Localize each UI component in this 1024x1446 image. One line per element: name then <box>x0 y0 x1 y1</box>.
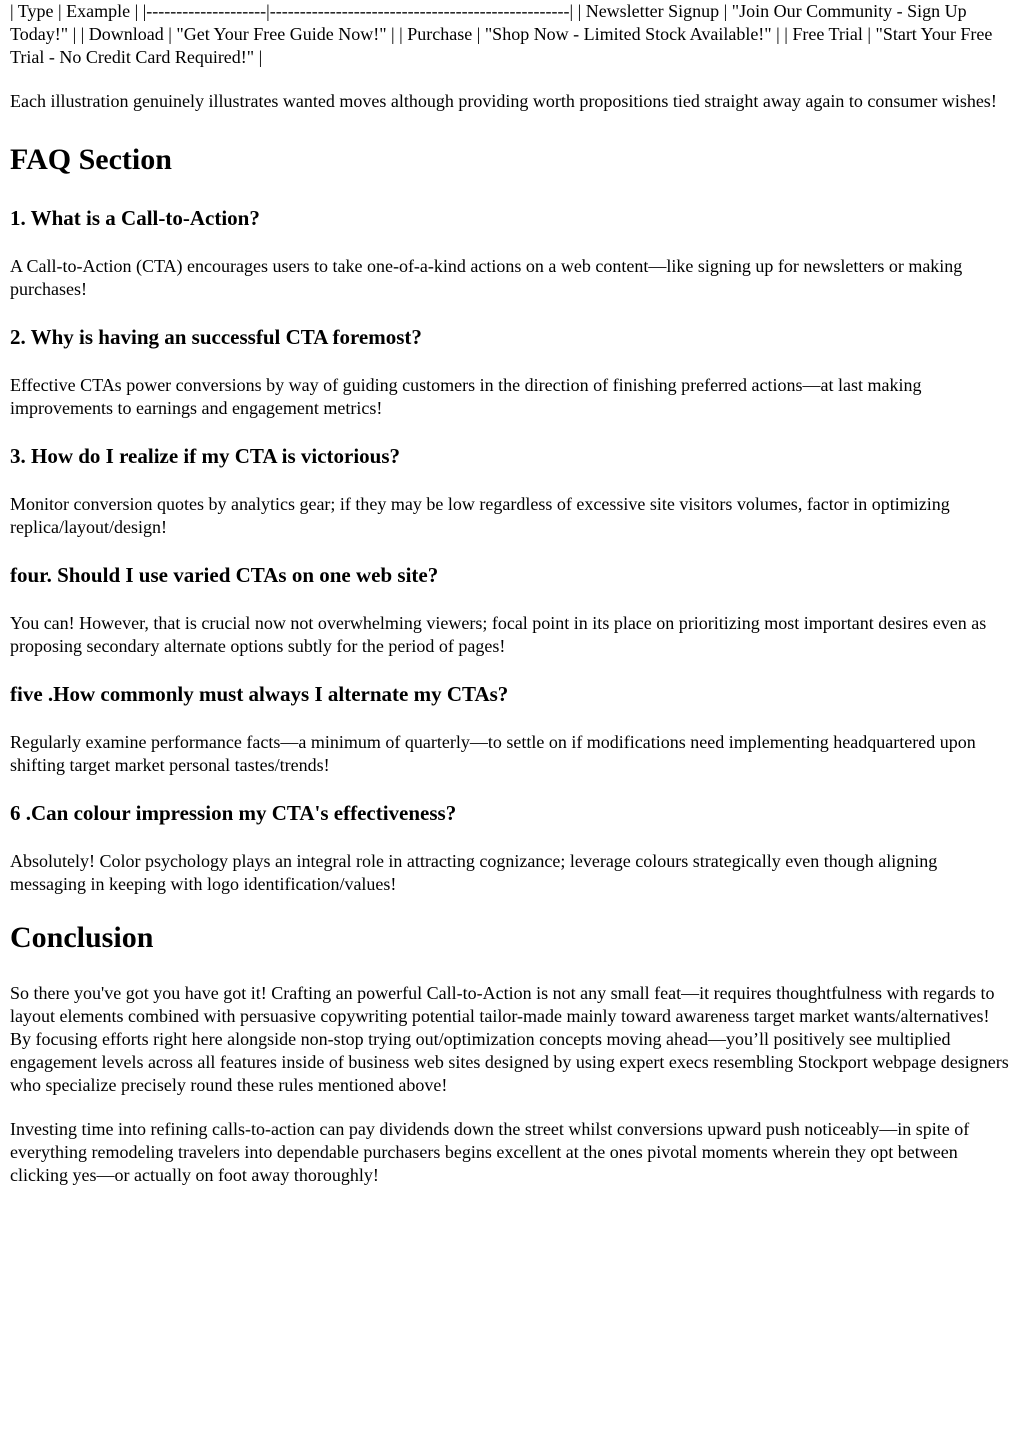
conclusion-paragraph-1: So there you've got you have got it! Crafting an powerful Call-to-Action is not any small feat—it requires thoughtfulness with regards to layout elements combined with persuasive copywriting potential tailor-made mainly toward awareness target market wants/alternatives! By focusing efforts right here alongside non-stop trying out/optimization concepts moving ahead—you’ll positively see multiplied engagement levels across all features inside of business web sites designed by using expert execs resembling Stockport webpage designers who specialize precisely round these rules mentioned above! <box>10 983 1009 1095</box>
faq-answer-4: You can! However, that is crucial now not overwhelming viewers; focal point in its place on prioritizing most important desires even as proposing secondary alternate options subtly for the period of pages! <box>10 613 987 656</box>
examples-summary-paragraph: Each illustration genuinely illustrates wanted moves although providing worth propositions tied straight away again to consumer wishes! <box>10 91 997 111</box>
faq-question-6: 6 .Can colour impression my CTA's effectiveness? <box>10 801 457 825</box>
faq-question-5: five .How commonly must always I alternate my CTAs? <box>10 682 509 706</box>
cta-examples-table-text: | Type | Example | |--------------------|--------------------------------------------------| | Newsletter Signup | "Join Our Community - Sign Up Today!" | | Download | "Get Your Free Guide Now!" | | Purchase | "Shop Now - Limited Stock Available!" | | Free Trial | "Start Your Free Trial - No Credit Card Required!" | <box>10 1 993 67</box>
faq-answer-1: A Call-to-Action (CTA) encourages users to take one-of-a-kind actions on a web content—like signing up for newsletters or making purchases! <box>10 256 963 299</box>
faq-question-3: 3. How do I realize if my CTA is victorious? <box>10 444 401 468</box>
faq-answer-5: Regularly examine performance facts—a minimum of quarterly—to settle on if modifications need implementing headquartered upon shifting target market personal tastes/trends! <box>10 732 976 775</box>
faq-question-1: 1. What is a Call-to-Action? <box>10 206 260 230</box>
faq-answer-3: Monitor conversion quotes by analytics gear; if they may be low regardless of excessive site visitors volumes, factor in optimizing replica/layout/design! <box>10 494 950 537</box>
faq-answer-2: Effective CTAs power conversions by way of guiding customers in the direction of finishing preferred actions—at last making improvements to earnings and engagement metrics! <box>10 375 922 418</box>
faq-question-2: 2. Why is having an successful CTA foremost? <box>10 325 422 349</box>
faq-answer-6: Absolutely! Color psychology plays an integral role in attracting cognizance; leverage colours strategically even though aligning messaging in keeping with logo identification/values! <box>10 851 938 894</box>
faq-heading: FAQ Section <box>10 143 172 176</box>
conclusion-paragraph-2: Investing time into refining calls-to-action can pay dividends down the street whilst conversions upward push noticeably—in spite of everything remodeling travelers into dependable purchasers begins excellent at the ones pivotal moments wherein they opt between clicking yes—or actually on foot away thoroughly! <box>10 1119 970 1185</box>
faq-question-4: four. Should I use varied CTAs on one web site? <box>10 563 439 587</box>
conclusion-heading: Conclusion <box>10 921 154 954</box>
